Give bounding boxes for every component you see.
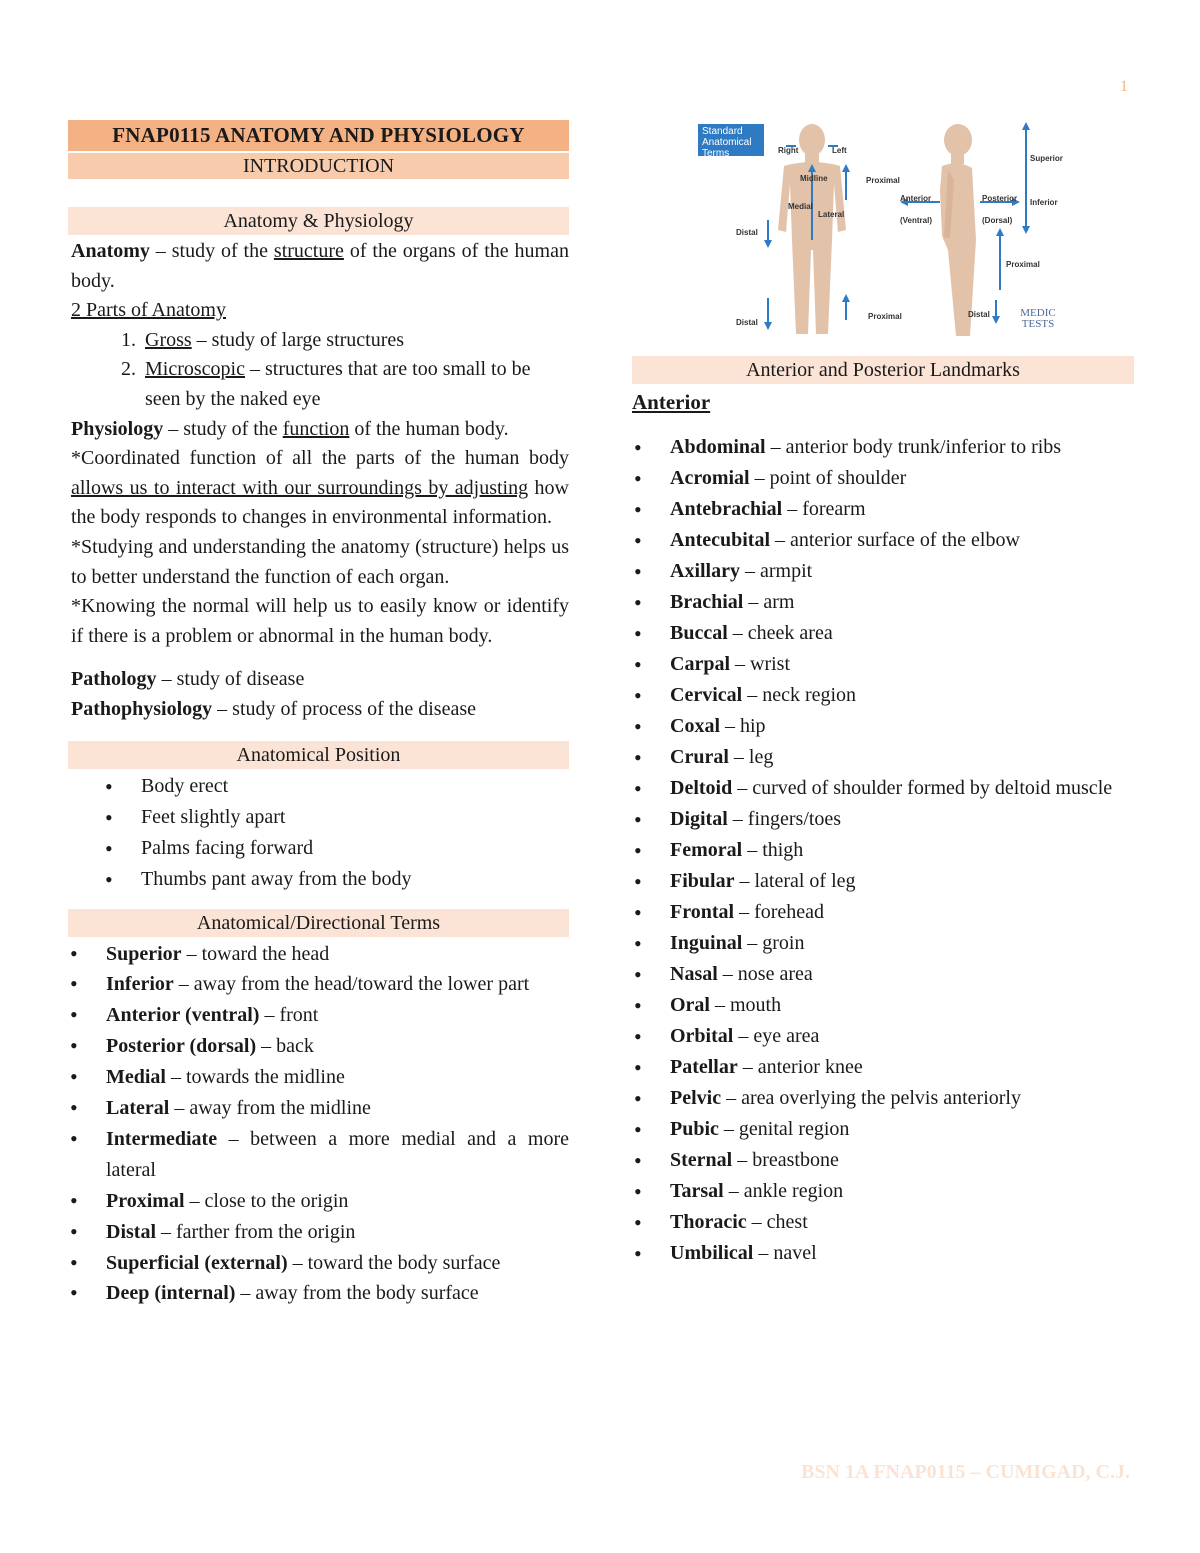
standard-anatomical-terms-figure (696, 120, 1064, 340)
anterior-subheading: Anterior (632, 390, 711, 414)
part-def: – structures that are too small to be seen by the naked eye (145, 358, 531, 410)
figure-label-dorsal: (Dorsal) (982, 216, 1013, 225)
list-item (68, 1062, 569, 1093)
list-item (632, 897, 1134, 928)
list-item (68, 1031, 569, 1062)
list-item (68, 969, 569, 1000)
term-definition: – curved of shoulder formed by deltoid muscle (732, 777, 1113, 799)
figure-label-superior: Superior (1030, 154, 1063, 163)
term-definition: – away from the midline (169, 1097, 371, 1120)
term: Thoracic (670, 1211, 747, 1233)
term: Pelvic (670, 1087, 722, 1109)
term: Coxal (670, 715, 720, 737)
pathology-definition (68, 665, 569, 695)
term-definition: – cheek area (727, 622, 833, 644)
section-heading-landmarks: Anterior and Posterior Landmarks (632, 356, 1134, 384)
term-definition: – breastbone (732, 1149, 839, 1171)
physiology-def-underlined: function (282, 417, 350, 440)
list-item (141, 326, 569, 356)
term: Buccal (670, 622, 728, 644)
list-item (68, 1248, 569, 1279)
parts-heading (68, 296, 569, 326)
anatomy-definition (68, 237, 569, 296)
term-definition: – nose area (717, 963, 813, 985)
directional-terms-list (68, 939, 569, 1310)
term-definition: – toward the body surface (287, 1251, 501, 1274)
figure-label-proximal-top: Proximal (866, 176, 900, 185)
anatomy-def-post: of the organs of the human body. (71, 240, 569, 292)
term-definition: – chest (746, 1211, 808, 1233)
term-definition: – forearm (782, 498, 866, 520)
page-footer: BSN 1A FNAP0115 – CUMIGAD, C.J. (801, 1461, 1130, 1483)
term-definition: – away from the body surface (235, 1282, 479, 1305)
pathophysiology-def: – study of process of the disease (212, 697, 476, 720)
term: Frontal (670, 901, 735, 923)
list-item (632, 866, 1134, 897)
anatomy-def-pre: – study of the (149, 240, 274, 262)
list-item (632, 959, 1134, 990)
left-column (68, 120, 569, 1309)
list-item (632, 494, 1134, 525)
figure-badge: Standard Anatomical Terms (698, 124, 764, 156)
list-item (632, 1176, 1134, 1207)
term-definition: – anterior body trunk/inferior to ribs (765, 436, 1062, 458)
term: Lateral (106, 1097, 170, 1120)
list-item (632, 1021, 1134, 1052)
term: Crural (670, 746, 729, 768)
term-definition: – anterior knee (737, 1056, 863, 1078)
medic-tests-logo: MEDIC TESTS (1020, 307, 1056, 330)
list-item (632, 990, 1134, 1021)
figure-label-distal-right: Distal (968, 310, 990, 319)
term-definition: – wrist (730, 653, 790, 675)
list-item (632, 1238, 1134, 1269)
studying-note: *Studying and understanding the anatomy (structure) helps us to better understand the function of each organ. (71, 535, 569, 588)
term-definition: – between a more medial and a more lateral (106, 1127, 569, 1181)
list-item (632, 618, 1134, 649)
term: Distal (106, 1220, 156, 1243)
section-heading-directional-terms: Anatomical/Directional Terms (68, 909, 569, 937)
part-def: – study of large structures (191, 328, 405, 351)
term: Carpal (670, 653, 730, 675)
term-definition: – toward the head (181, 942, 330, 965)
page-number: 1 (1120, 78, 1128, 95)
list-item (632, 742, 1134, 773)
term: Anterior (ventral) (106, 1004, 260, 1027)
list-item (632, 587, 1134, 618)
list-item: • Body erect (103, 771, 569, 802)
term: Deep (internal) (106, 1282, 236, 1305)
figure-label-posterior: Posterior (982, 194, 1018, 203)
term: Medial (106, 1066, 166, 1089)
figure-label-proximal-lower: Proximal (868, 312, 902, 321)
term-definition: – forehead (734, 901, 825, 923)
list-item (632, 1114, 1134, 1145)
knowing-note: *Knowing the normal will help us to easily know or identify if there is a problem or abnormal in the human body. (71, 595, 569, 647)
section-heading-anatomy-physiology: Anatomy & Physiology (68, 207, 569, 235)
list-item (632, 1207, 1134, 1238)
term-definition: – groin (742, 932, 805, 954)
list-item: • Thumbs pant away from the body (103, 864, 569, 895)
document-subtitle: INTRODUCTION (68, 153, 569, 179)
term: Antecubital (670, 529, 770, 551)
figure-label-right: Right (778, 146, 799, 155)
term-definition: – arm (743, 591, 795, 613)
list-item: • Feet slightly apart (103, 802, 569, 833)
pathology-def: – study of disease (156, 668, 305, 691)
list-item (141, 355, 569, 414)
list-item (632, 556, 1134, 587)
anatomy-term: Anatomy (71, 240, 150, 262)
term-definition: – fingers/toes (727, 808, 842, 830)
list-item (632, 1083, 1134, 1114)
term: Patellar (670, 1056, 738, 1078)
physiology-term: Physiology (71, 417, 164, 440)
list-item (68, 1217, 569, 1248)
term: Abdominal (670, 436, 766, 458)
anatomy-def-underlined: structure (273, 240, 344, 262)
term-definition: – mouth (710, 994, 782, 1016)
list-item (632, 649, 1134, 680)
term-definition: – back (256, 1035, 314, 1058)
parts-list (68, 326, 569, 415)
term: Inguinal (670, 932, 743, 954)
figure-label-anterior: Anterior (900, 194, 932, 203)
pathophysiology-term: Pathophysiology (71, 697, 213, 720)
list-item (632, 1052, 1134, 1083)
term: Acromial (670, 467, 750, 489)
list-item (632, 711, 1134, 742)
term: Axillary (670, 560, 740, 582)
coord-underlined: allows us to interact with our surroundings by adjusting (71, 476, 529, 499)
term-definition: – genital region (718, 1118, 850, 1140)
term: Antebrachial (670, 498, 783, 520)
term: Posterior (dorsal) (106, 1035, 257, 1058)
term-definition: – farther from the origin (156, 1220, 356, 1243)
term-definition: – point of shoulder (749, 467, 907, 489)
list-item (68, 1124, 569, 1186)
coord-pre: *Coordinated function of all the parts of the human body (71, 447, 569, 470)
figure-label-medial: Medial (788, 202, 813, 211)
list-item: • Palms facing forward (103, 833, 569, 864)
list-item (68, 1186, 569, 1217)
term: Pubic (670, 1118, 719, 1140)
term-definition: – towards the midline (166, 1066, 345, 1089)
anterior-landmarks-list (632, 432, 1134, 1269)
anatomical-position-list (68, 771, 569, 895)
pathophysiology-definition (68, 695, 569, 725)
term-definition: – thigh (742, 839, 804, 861)
list-item (632, 1145, 1134, 1176)
physiology-def-post: of the human body. (349, 417, 509, 440)
term: Umbilical (670, 1242, 754, 1264)
term: Femoral (670, 839, 743, 861)
term: Superficial (external) (106, 1251, 288, 1274)
term: Deltoid (670, 777, 733, 799)
term-definition: – close to the origin (184, 1189, 349, 1212)
term-definition: – away from the head/toward the lower part (173, 973, 530, 996)
figure-label-proximal-right: Proximal (1006, 260, 1040, 269)
list-item (68, 1093, 569, 1124)
physiology-definition (68, 415, 569, 445)
coord-post: how the body responds to changes in environmental information. (71, 476, 569, 529)
figure-label-lateral: Lateral (818, 210, 845, 219)
term-definition: – neck region (742, 684, 857, 706)
parts-heading-text: 2 Parts of Anatomy (71, 299, 226, 322)
term-definition: – anterior surface of the elbow (770, 529, 1020, 551)
term: Fibular (670, 870, 735, 892)
list-item (632, 432, 1134, 463)
term: Sternal (670, 1149, 733, 1171)
list-item (632, 525, 1134, 556)
term: Inferior (106, 973, 174, 996)
part-term: Microscopic (145, 358, 245, 381)
term-definition: – front (259, 1004, 319, 1027)
term: Nasal (670, 963, 718, 985)
list-item (632, 928, 1134, 959)
figure-label-distal-lower: Distal (736, 318, 758, 327)
figure-label-ventral: (Ventral) (900, 216, 933, 225)
term-definition: – lateral of leg (734, 870, 856, 892)
part-term: Gross (145, 328, 192, 351)
term: Intermediate (106, 1127, 218, 1150)
term: Proximal (106, 1189, 185, 1212)
term-definition: – hip (720, 715, 766, 737)
physiology-def-pre: – study of the (163, 417, 283, 440)
term: Digital (670, 808, 728, 830)
figure-label-inferior: Inferior (1030, 198, 1058, 207)
coordinated-note (68, 444, 569, 533)
term-definition: – armpit (740, 560, 813, 582)
list-item (68, 1000, 569, 1031)
term-definition: – ankle region (723, 1180, 844, 1202)
right-column (632, 120, 1134, 1269)
list-item (68, 939, 569, 970)
document-title: FNAP0115 ANATOMY AND PHYSIOLOGY (68, 120, 569, 151)
term: Superior (106, 942, 182, 965)
figure-label-midline: Midline (800, 174, 828, 183)
figure-label-left: Left (832, 146, 847, 155)
term-definition: – navel (753, 1242, 817, 1264)
list-item (632, 680, 1134, 711)
list-item (632, 835, 1134, 866)
term: Oral (670, 994, 710, 1016)
list-item (632, 463, 1134, 494)
term: Cervical (670, 684, 743, 706)
term-definition: – eye area (733, 1025, 820, 1047)
list-item (632, 804, 1134, 835)
term: Orbital (670, 1025, 734, 1047)
term: Brachial (670, 591, 744, 613)
list-item (68, 1278, 569, 1309)
term-definition: – leg (728, 746, 774, 768)
section-heading-anatomical-position: Anatomical Position (68, 741, 569, 769)
pathology-term: Pathology (71, 668, 157, 691)
term-definition: – area overlying the pelvis anteriorly (721, 1087, 1021, 1109)
term: Tarsal (670, 1180, 724, 1202)
list-item (632, 773, 1134, 804)
figure-label-distal-upper: Distal (736, 228, 758, 237)
